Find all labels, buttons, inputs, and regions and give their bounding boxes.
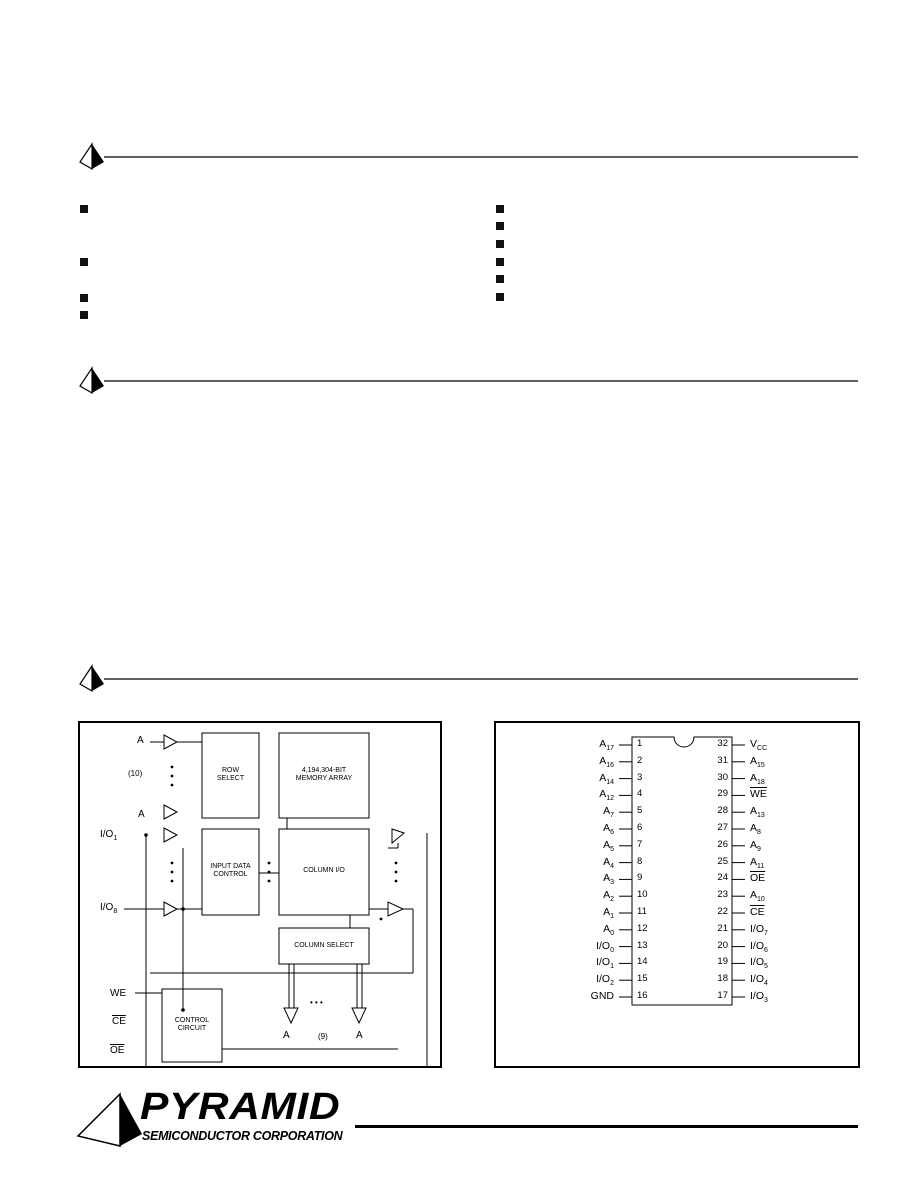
pin-label-right: $\overline{CE}$ <box>750 906 765 918</box>
oe-label: $\overline{OE}$ <box>110 1045 125 1056</box>
pin-label-right: $A_9$ <box>750 838 761 853</box>
we-label: WE <box>110 988 127 999</box>
pin-label-right: $A_{10}$ <box>750 889 765 904</box>
pin-number: 31 <box>717 754 728 766</box>
pin-number: 25 <box>717 855 728 867</box>
pin-number: 26 <box>717 838 728 850</box>
pin-number: 13 <box>637 939 648 951</box>
pin-label-left: $A_1$ <box>603 906 614 921</box>
pin-label-left: $A_4$ <box>603 855 614 870</box>
addr-bottom-right-label: A <box>356 1030 363 1041</box>
pin-number: 6 <box>637 822 643 833</box>
pin-label-left: $A_{14}$ <box>599 771 614 786</box>
pyramid-icon <box>78 664 858 694</box>
pin-label-right: $I/O_3$ <box>750 990 768 1005</box>
pin-label-right: $V_{CC}$ <box>750 738 768 753</box>
feature-bullet <box>496 258 504 266</box>
pin-number: 21 <box>717 922 728 934</box>
row-select-block: ROW SELECT <box>216 767 245 782</box>
pin-number: 5 <box>637 805 643 817</box>
pin-number: 19 <box>717 956 728 968</box>
pin-number: 18 <box>717 973 728 985</box>
pin-label-right: $A_{11}$ <box>750 855 765 870</box>
section-rule-description <box>78 366 858 396</box>
column-dots: • • • <box>310 998 323 1007</box>
pin-label-left: $A_0$ <box>603 922 614 937</box>
section-rule-diagrams <box>78 664 858 694</box>
pin-label-right: $\overline{WE}$ <box>750 788 767 801</box>
control-circuit-block: CONTROL CIRCUIT <box>174 1017 210 1032</box>
addr-col-count-label: (9) <box>318 1032 328 1041</box>
pyramid-logo <box>76 1086 366 1150</box>
pin-label-left: $A_{12}$ <box>599 788 614 803</box>
pin-label-left: $A_6$ <box>603 822 614 837</box>
pin-label-left: $A_7$ <box>603 805 614 820</box>
pin-label-left: $I/O_0$ <box>596 939 614 954</box>
feature-bullet <box>496 205 504 213</box>
section-rule-features <box>78 142 858 172</box>
pin-label-right: $I/O_4$ <box>750 973 768 988</box>
pin-number: 28 <box>717 805 728 817</box>
pin-label-right: $A_8$ <box>750 822 761 837</box>
feature-bullet <box>80 205 88 213</box>
pin-number: 17 <box>717 990 728 1001</box>
column-select-block: COLUMN SELECT <box>294 942 354 949</box>
pin-number: 9 <box>637 872 643 884</box>
pin-label-left: $A_{17}$ <box>599 738 614 753</box>
pin-number: 7 <box>637 838 643 850</box>
brand-name: PYRAMID <box>140 1086 341 1128</box>
feature-bullet <box>496 240 504 248</box>
pin-label-left: $A_{16}$ <box>599 754 614 769</box>
pin-label-left: $I/O_1$ <box>596 956 614 971</box>
pin-label-left: $I/O_2$ <box>596 973 614 988</box>
chip-outline <box>496 723 858 1066</box>
pin-number: 15 <box>637 973 648 985</box>
pin-label-right: $A_{13}$ <box>750 805 765 820</box>
pin-number: 2 <box>637 754 643 766</box>
pin-number: 1 <box>637 738 643 749</box>
pin-number: 3 <box>637 771 643 783</box>
pyramid-icon <box>78 142 858 172</box>
feature-bullet <box>80 294 88 302</box>
pyramid-icon <box>78 366 858 396</box>
company-name: SEMICONDUCTOR CORPORATION <box>142 1129 343 1143</box>
pin-number: 11 <box>637 906 647 917</box>
addr-second-label: A <box>138 809 145 820</box>
pin-label-left: GND <box>590 990 614 1002</box>
addr-bottom-left-label: A <box>283 1030 290 1041</box>
ce-label: $\overline{CE}$ <box>112 1016 126 1027</box>
pin-number: 24 <box>717 872 728 884</box>
pin-number: 23 <box>717 889 728 901</box>
pin-number: 4 <box>637 788 643 800</box>
feature-bullet <box>496 222 504 230</box>
io-first-label: $I/O_1$ <box>100 829 118 842</box>
pin-number: 29 <box>717 788 728 800</box>
pyramid-logo-icon <box>76 1090 146 1150</box>
footer-rule <box>355 1125 858 1128</box>
pin-label-right: $\overline{OE}$ <box>750 872 766 885</box>
pin-label-left: $A_3$ <box>603 872 614 887</box>
pin-number: 30 <box>717 771 728 783</box>
pin-number: 32 <box>717 738 728 749</box>
pin-number: 20 <box>717 939 728 951</box>
addr-row-count-label: (10) <box>128 769 143 778</box>
pin-number: 10 <box>637 889 648 901</box>
feature-bullet <box>80 311 88 319</box>
pin-configuration-panel <box>494 721 860 1068</box>
feature-bullet <box>496 293 504 301</box>
feature-bullet <box>80 258 88 266</box>
pin-label-right: $A_{18}$ <box>750 771 765 786</box>
feature-bullet <box>496 275 504 283</box>
pin-number: 27 <box>717 822 728 833</box>
memory-array-block: 4,194,304-BIT MEMORY ARRAY <box>295 767 353 782</box>
pin-number: 16 <box>637 990 648 1001</box>
pin-label-right: $A_{15}$ <box>750 754 765 769</box>
pin-label-right: $I/O_6$ <box>750 939 768 954</box>
input-data-control-block: INPUT DATA CONTROL <box>210 863 251 878</box>
pin-number: 8 <box>637 855 643 867</box>
pin-label-left: $A_2$ <box>603 889 614 904</box>
pin-label-right: $I/O_5$ <box>750 956 768 971</box>
pin-number: 14 <box>637 956 648 968</box>
block-diagram-panel <box>78 721 442 1068</box>
addr-top-label: A <box>137 735 144 746</box>
pin-label-left: $A_5$ <box>603 838 614 853</box>
pin-label-right: $I/O_7$ <box>750 922 768 937</box>
pin-number: 22 <box>717 906 728 917</box>
column-io-block: COLUMN I/O <box>303 867 345 874</box>
pin-number: 12 <box>637 922 648 934</box>
io-last-label: $I/O_8$ <box>100 902 118 915</box>
